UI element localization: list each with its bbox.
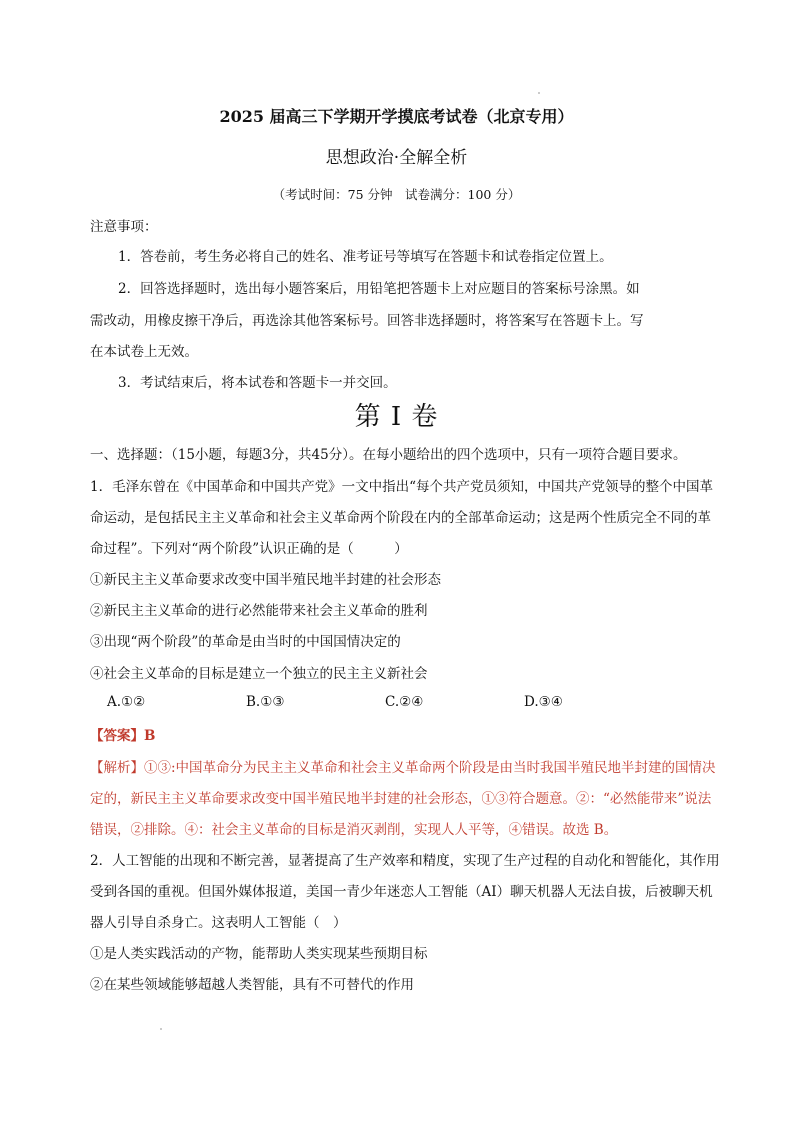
notice-item-1: 1．答卷前，考生务必将自己的姓名、准考证号等填写在答题卡和试卷指定位置上。	[118, 249, 613, 265]
notice-item-2-line-1: 2．回答选择题时，选出每小题答案后，用铅笔把答题卡上对应题目的答案标号涂黑。如	[118, 281, 640, 297]
notice-heading: 注意事项：	[90, 219, 158, 235]
q1-stem-line-1: 1．毛泽东曾在《中国革命和中国共产党》一文中指出“每个共产党员须知，中国共产党领导的整个中国革	[90, 479, 713, 495]
q1-option-d: D.③④	[524, 694, 563, 710]
q2-statement-1: ①是人类实践活动的产物，能帮助人类实现某些预期目标	[90, 946, 428, 962]
decorative-dot	[538, 92, 540, 94]
q1-statement-4: ④社会主义革命的目标是建立一个独立的民主主义新社会	[90, 666, 428, 682]
q1-statement-2: ②新民主主义革命的进行必然能带来社会主义革命的胜利	[90, 603, 428, 619]
q2-stem-line-3: 器人引导自杀身亡。这表明人工智能（ ）	[90, 915, 347, 931]
notice-item-3: 3．考试结束后，将本试卷和答题卡一并交回。	[118, 375, 397, 391]
q1-option-c: C.②④	[385, 694, 424, 710]
q1-stem-line-3: 命过程”。下列对“两个阶段”认识正确的是（ ）	[90, 541, 408, 557]
section-title: 第 I 卷	[354, 402, 439, 432]
notice-item-2-line-3: 在本试卷上无效。	[90, 344, 198, 360]
q1-option-a: A.①②	[107, 694, 146, 710]
exam-info: （考试时间：75 分钟 试卷满分：100 分）	[272, 187, 521, 202]
q1-statement-3: ③出现“两个阶段”的革命是由当时的中国国情决定的	[90, 634, 401, 650]
q1-analysis-line-1: 【解析】①③:中国革命分为民主主义革命和社会主义革命两个阶段是由当时我国半殖民地半封建的国情决	[90, 760, 716, 776]
q1-stem-line-2: 命运动，是包括民主主义革命和社会主义革命两个阶段在内的全部革命运动；这是两个性质完全不同的革	[90, 510, 711, 526]
q2-stem-line-1: 2．人工智能的出现和不断完善，显著提高了生产效率和精度，实现了生产过程的自动化和智能化，其作用	[90, 853, 720, 869]
page-subtitle: 思想政治·全解全析	[325, 148, 468, 168]
decorative-dot	[160, 1028, 162, 1030]
page-title: 2025 届高三下学期开学摸底考试卷（北京专用）	[219, 107, 574, 126]
part1-instructions: 一、选择题：（15小题，每题3分，共45分）。在每小题给出的四个选项中，只有一项符合题目要求。	[90, 447, 687, 463]
q1-statement-1: ①新民主主义革命要求改变中国半殖民地半封建的社会形态	[90, 572, 441, 588]
q2-stem-line-2: 受到各国的重视。但国外媒体报道，美国一青少年迷恋人工智能（AI）聊天机器人无法自拔，后被聊天机	[90, 884, 713, 900]
q2-statement-2: ②在某些领域能够超越人类智能，具有不可替代的作用	[90, 977, 414, 993]
q1-analysis-line-3: 错误，②排除。④：社会主义革命的目标是消灭剥削，实现人人平等，④错误。故选 B。	[90, 822, 618, 838]
q1-answer: 【答案】B	[90, 728, 156, 744]
q1-option-b: B.①③	[246, 694, 285, 710]
notice-item-2-line-2: 需改动，用橡皮擦干净后，再选涂其他答案标号。回答非选择题时，将答案写在答题卡上。写	[90, 313, 644, 329]
q1-analysis-line-2: 定的，新民主主义革命要求改变中国半殖民地半封建的社会形态，①③符合题意。②：“必然能带来”说法	[90, 791, 712, 807]
